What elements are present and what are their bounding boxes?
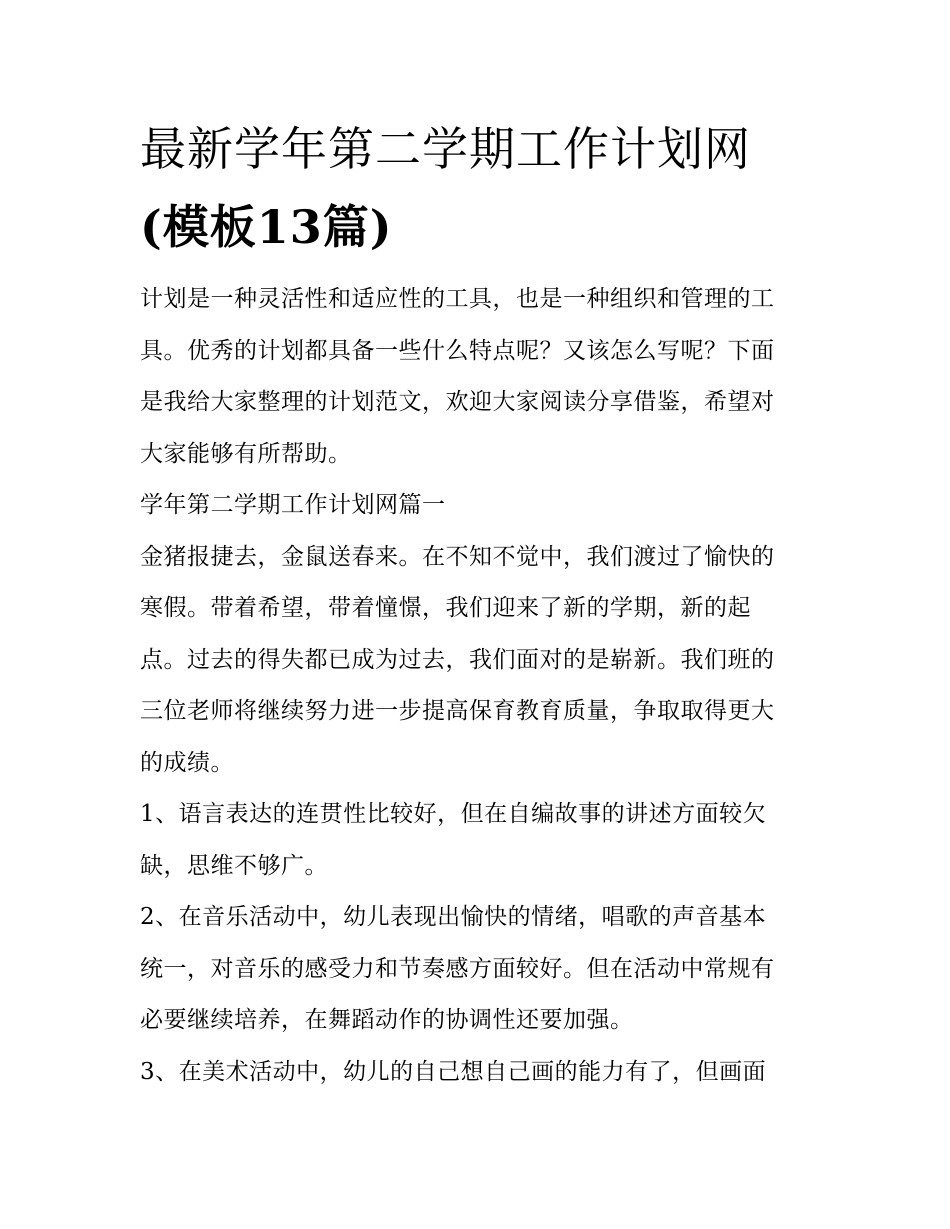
text-line: 寒假。带着希望，带着憧憬，我们迎来了新的学期，新的起 <box>140 595 751 621</box>
text-line: 缺，思维不够广。 <box>140 852 328 879</box>
text-line: 统一，对音乐的感受力和节奏感方面较好。但在活动中常规有 <box>140 955 775 982</box>
numbered-item-1 <box>140 789 820 892</box>
text-line: 计划是一种灵活性和适应性的工具，也是一种组织和管理的工 <box>140 286 775 312</box>
text-line: 的成绩。 <box>140 749 234 776</box>
document-content <box>140 110 820 1098</box>
text-line: 三位老师将继续努力进一步提高保育教育质量，争取取得更大 <box>140 698 775 724</box>
document-title <box>140 110 820 266</box>
text-line: 必要继续培养，在舞蹈动作的协调性还要加强。 <box>140 1007 634 1033</box>
intro-paragraph <box>140 274 820 480</box>
text-line: 点。过去的得失都已成为过去，我们面对的是崭新。我们班的 <box>140 646 775 673</box>
section-heading <box>140 480 820 532</box>
text-line: 大家能够有所帮助。 <box>140 440 352 467</box>
body-paragraph <box>140 532 820 790</box>
text-line: 2、在音乐活动中，幼儿表现出愉快的情绪，唱歌的声音基本 <box>140 904 767 930</box>
text-line: 学年第二学期工作计划网篇一 <box>140 492 446 518</box>
numbered-item-3 <box>140 1047 820 1099</box>
title-line-1: 最新学年第二学期工作计划网 <box>140 122 751 176</box>
text-line: 是我给大家整理的计划范文，欢迎大家阅读分享借鉴，希望对 <box>140 389 775 415</box>
text-line: 金猪报捷去，金鼠送春来。在不知不觉中，我们渡过了愉快的 <box>140 543 775 570</box>
text-line: 具。优秀的计划都具备一些什么特点呢？又该怎么写呢？下面 <box>140 337 775 364</box>
title-line-2: (模板13篇) <box>140 200 393 254</box>
text-line: 3、在美术活动中，幼儿的自己想自己画的能力有了，但画面 <box>140 1058 767 1085</box>
text-line: 1、语言表达的连贯性比较好，但在自编故事的讲述方面较欠 <box>140 801 767 827</box>
numbered-item-2 <box>140 892 820 1047</box>
